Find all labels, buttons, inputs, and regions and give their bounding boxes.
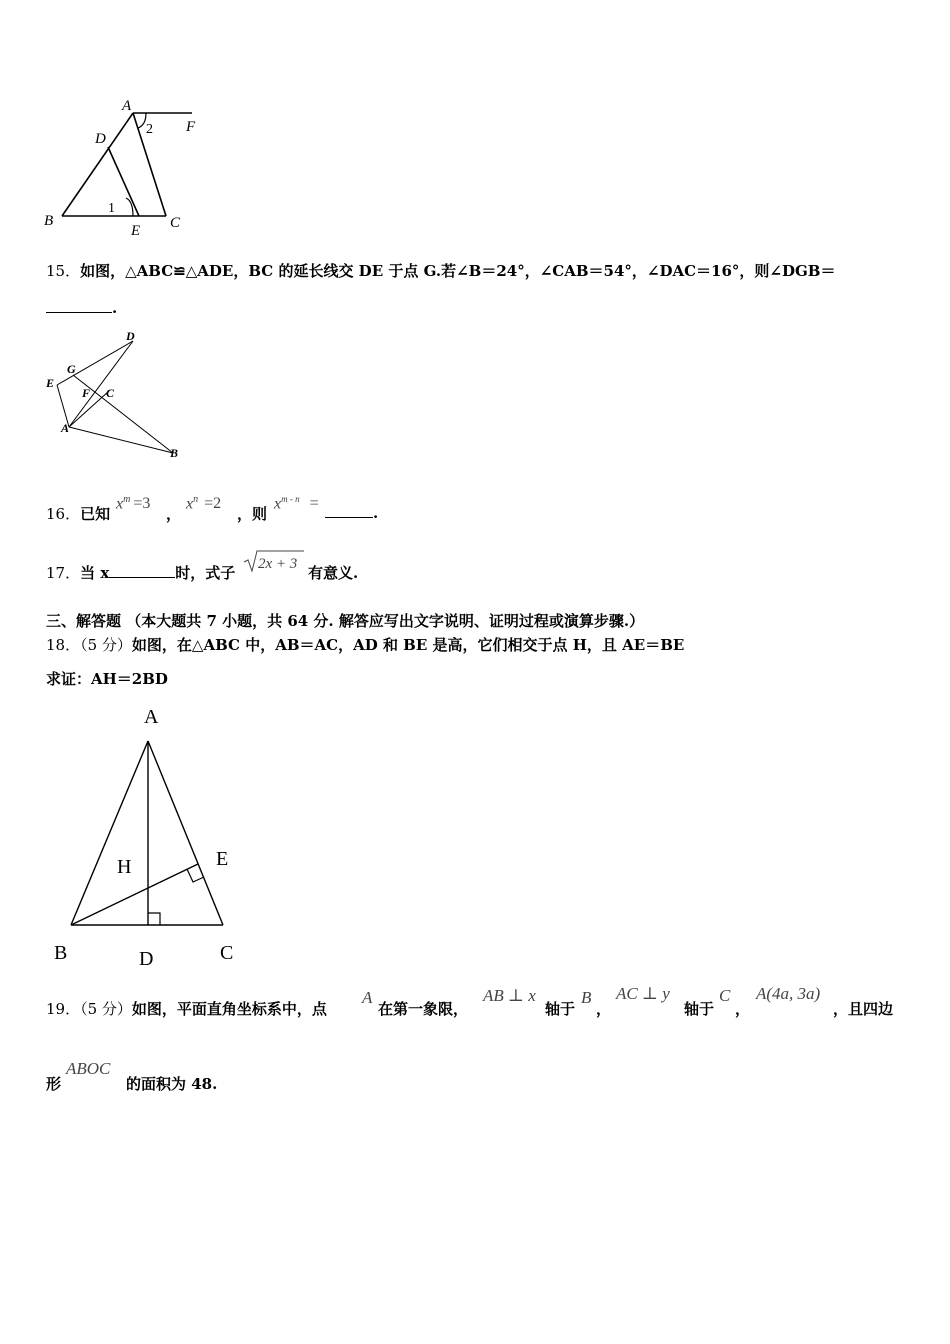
question-19: [46, 998, 327, 1019]
segment-AB: [69, 427, 173, 453]
figure-q14-triangle: [40, 95, 210, 240]
label-F: F: [82, 386, 91, 400]
math-AC-perp-y: [616, 984, 670, 1004]
expr-exponent: m: [123, 494, 131, 505]
math-text: A(4a, 3a): [756, 984, 821, 1003]
question-16: [46, 503, 110, 524]
label-E: E: [46, 376, 55, 390]
then-text: [237, 503, 267, 524]
math-text: B: [581, 988, 592, 1007]
label-A: A: [61, 421, 70, 435]
label-angle-2: 2: [146, 122, 153, 137]
label-E: E: [131, 223, 141, 239]
question-score: （5 分）: [80, 1000, 132, 1018]
expr-x-m-minus-n: [274, 494, 319, 513]
question-17: [46, 562, 235, 583]
question-number: 17．: [46, 564, 81, 582]
text-span: 在第一象限，: [378, 1000, 469, 1018]
sqrt-expression: [242, 548, 308, 574]
text-span: ，: [735, 1000, 751, 1018]
question-17-end: [308, 562, 358, 583]
math-text: C: [719, 986, 731, 1005]
expr-exponent: n: [193, 494, 199, 505]
label-D: D: [126, 329, 135, 343]
text-span: 形: [46, 1075, 62, 1093]
answer-blank[interactable]: [109, 563, 175, 578]
label-A: A: [144, 706, 159, 728]
math-AB-perp-x: [483, 986, 536, 1006]
text-span: ，: [596, 1000, 612, 1018]
text-span: ，且四边: [833, 1000, 894, 1018]
label-D: D: [95, 131, 106, 147]
prove-text: 求证：AH＝2BD: [46, 670, 168, 688]
label-C: C: [170, 215, 181, 231]
answer-blank[interactable]: [46, 298, 112, 313]
math-point-A: [362, 988, 372, 1008]
label-A: A: [122, 98, 132, 114]
question-number: 19．: [46, 1000, 81, 1018]
question-19-text-4: [684, 998, 714, 1019]
section-3-title: [46, 610, 644, 631]
question-text-1: 如图，平面直角坐标系中，点: [131, 1000, 327, 1018]
label-B: B: [54, 942, 68, 964]
text-span: 轴于: [545, 1000, 576, 1018]
comma: [166, 503, 181, 524]
segment-AC: [148, 741, 223, 925]
question-end: .: [112, 299, 118, 317]
math-text: A: [362, 988, 373, 1007]
altitude-BE: [71, 864, 198, 925]
label-B: B: [44, 213, 54, 229]
segment-AB: [62, 113, 133, 216]
right-angle-D: [148, 913, 160, 925]
label-H: H: [117, 856, 132, 878]
label-C: C: [220, 942, 234, 964]
then-label: ，则: [237, 505, 268, 523]
question-number: 16．: [46, 505, 81, 523]
question-text: 如图，在△ABC 中，AB＝AC，AD 和 BE 是高，它们相交于点 H，且 AE＝BE: [131, 636, 685, 654]
math-text: ABOC: [66, 1059, 111, 1078]
expr-rhs: =2: [204, 495, 222, 513]
mid-text: 时，式子: [175, 564, 236, 582]
question-19-text-2: [378, 998, 468, 1019]
question-15: [46, 260, 835, 281]
angle-2-arc: [138, 113, 146, 128]
math-A-coordinates: [756, 984, 820, 1004]
label-C: C: [106, 386, 115, 400]
expr-x-m-eq-3: [116, 494, 150, 513]
math-point-B: [581, 988, 591, 1008]
question-end: .: [373, 504, 379, 522]
question-15-answer-line: [46, 298, 117, 317]
figure-q18-isosceles-triangle: [45, 700, 245, 972]
label-F: F: [186, 119, 196, 135]
text-span: 轴于: [684, 1000, 715, 1018]
question-score: （5 分）: [80, 636, 132, 654]
question-number: 18．: [46, 636, 81, 654]
label-E: E: [216, 848, 229, 870]
question-19-text-3: [545, 998, 575, 1019]
expr-base: x: [116, 495, 124, 513]
question-18-prove: [46, 668, 168, 689]
question-16-answer: [325, 503, 378, 522]
label-D: D: [139, 948, 154, 970]
expr-base: x: [186, 495, 194, 513]
question-19-text-7: [126, 1073, 217, 1094]
question-text: 如图，△ABC≌△ADE，BC 的延长线交 DE 于点 G.若∠B＝24°，∠CAB＝54°，∠DAC＝16°，则∠DGB＝: [80, 262, 836, 280]
end-text: 有意义.: [308, 564, 359, 582]
question-19-comma-2: [735, 998, 750, 1019]
expr-rhs: =: [309, 495, 319, 513]
question-19-text-6: [46, 1073, 61, 1094]
question-19-text-5: [833, 998, 893, 1019]
math-text: AB ⊥ x: [483, 986, 536, 1005]
question-18: [46, 634, 684, 655]
expr-exponent: m - n: [281, 494, 300, 504]
given-text: 已知: [80, 505, 111, 523]
label-B: B: [170, 446, 179, 460]
segment-AB: [71, 741, 148, 925]
comma-text: ，: [166, 505, 182, 523]
math-quad-ABOC: [66, 1059, 110, 1079]
expr-rhs: =3: [133, 495, 151, 513]
text-span: 的面积为 48.: [126, 1075, 218, 1093]
label-G: G: [67, 362, 76, 376]
question-number: 15．: [46, 262, 81, 280]
math-point-C: [719, 986, 730, 1006]
label-angle-1: 1: [108, 201, 115, 216]
question-19-comma: [596, 998, 611, 1019]
when-text: 当 x: [80, 564, 110, 582]
figure-q15-congruent-triangles: [40, 325, 185, 465]
section-title-text: 三、解答题 （本大题共 7 小题，共 64 分. 解答应写出文字说明、证明过程或演算步骤.）: [46, 612, 645, 630]
answer-blank[interactable]: [325, 503, 373, 518]
expr-base: x: [274, 495, 282, 513]
math-text: AC ⊥ y: [616, 984, 670, 1003]
expr-x-n-eq-2: [186, 494, 221, 513]
radicand: 2x + 3: [258, 556, 298, 572]
